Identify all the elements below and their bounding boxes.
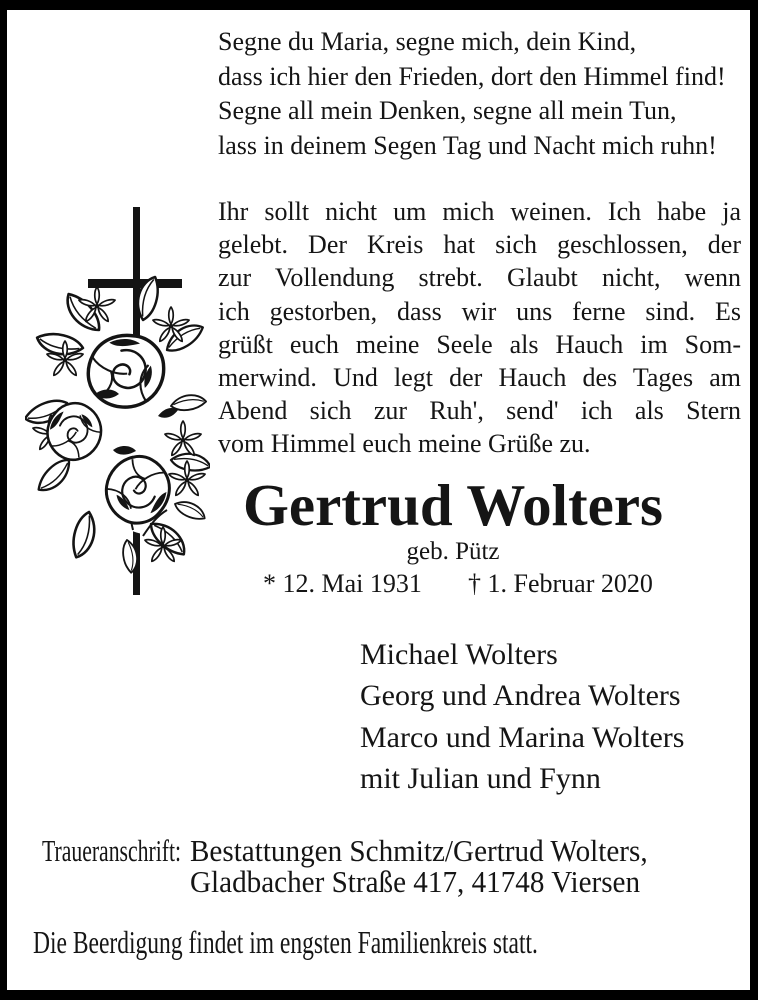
mourner-line: Michael Wolters: [360, 638, 558, 671]
farewell-poem: [218, 195, 741, 461]
mourner-line: Marco und Marina Wolters: [360, 720, 685, 754]
poem-line: gelebt. Der Kreis hat sich geschlossen, der: [218, 230, 741, 260]
poem-line: Abend sich zur Ruh', send' ich als Stern: [218, 396, 741, 426]
maiden-name: geb. Pütz: [406, 538, 500, 565]
deceased-name: Gertrud Wolters: [242, 472, 664, 538]
poem-line: Segne all mein Denken, segne all mein Tun,: [218, 96, 677, 126]
blessing-poem: [218, 25, 726, 163]
poem-line: merwind. Und legt der Hauch des Tages am: [218, 363, 741, 393]
condolence-address-label-cell: [42, 835, 182, 897]
birth-date: * 12. Mai 1931: [263, 569, 422, 598]
poem-line: dass ich hier den Frieden, dort den Himmel find!: [218, 61, 726, 91]
address-line: Bestattungen Schmitz/Gertrud Wolters,: [190, 833, 648, 868]
death-date: † 1. Februar 2020: [468, 569, 653, 598]
poem-line: Ihr sollt nicht um mich weinen. Ich habe ja: [218, 197, 741, 226]
poem-line: zur Vollendung strebt. Glaubt nicht, wenn: [218, 263, 741, 293]
mourner-line: mit Julian und Fynn: [360, 762, 601, 796]
poem-line: grüßt euch meine Seele als Hauch im Som-: [218, 329, 741, 359]
condolence-address-value: [190, 835, 677, 897]
poem-line: lass in deinem Segen Tag und Nacht mich ruhn!: [218, 130, 717, 160]
poem-line: vom Himmel euch meine Grüße zu.: [218, 429, 591, 459]
poem-line: Segne du Maria, segne mich, dein Kind,: [218, 27, 637, 56]
cross-and-roses-icon: [25, 198, 210, 603]
condolence-address-label: Traueranschrift:: [42, 833, 182, 868]
mourners-list: [360, 634, 684, 800]
condolence-address: [42, 835, 677, 897]
poem-line: ich gestorben, dass wir uns ferne sind. Es: [218, 296, 741, 326]
funeral-note: Die Beerdigung findet im engsten Familienkreis statt.: [33, 924, 538, 960]
address-line: Gladbacher Straße 417, 41748 Viersen: [190, 864, 641, 899]
mourner-line: Georg und Andrea Wolters: [360, 679, 681, 713]
